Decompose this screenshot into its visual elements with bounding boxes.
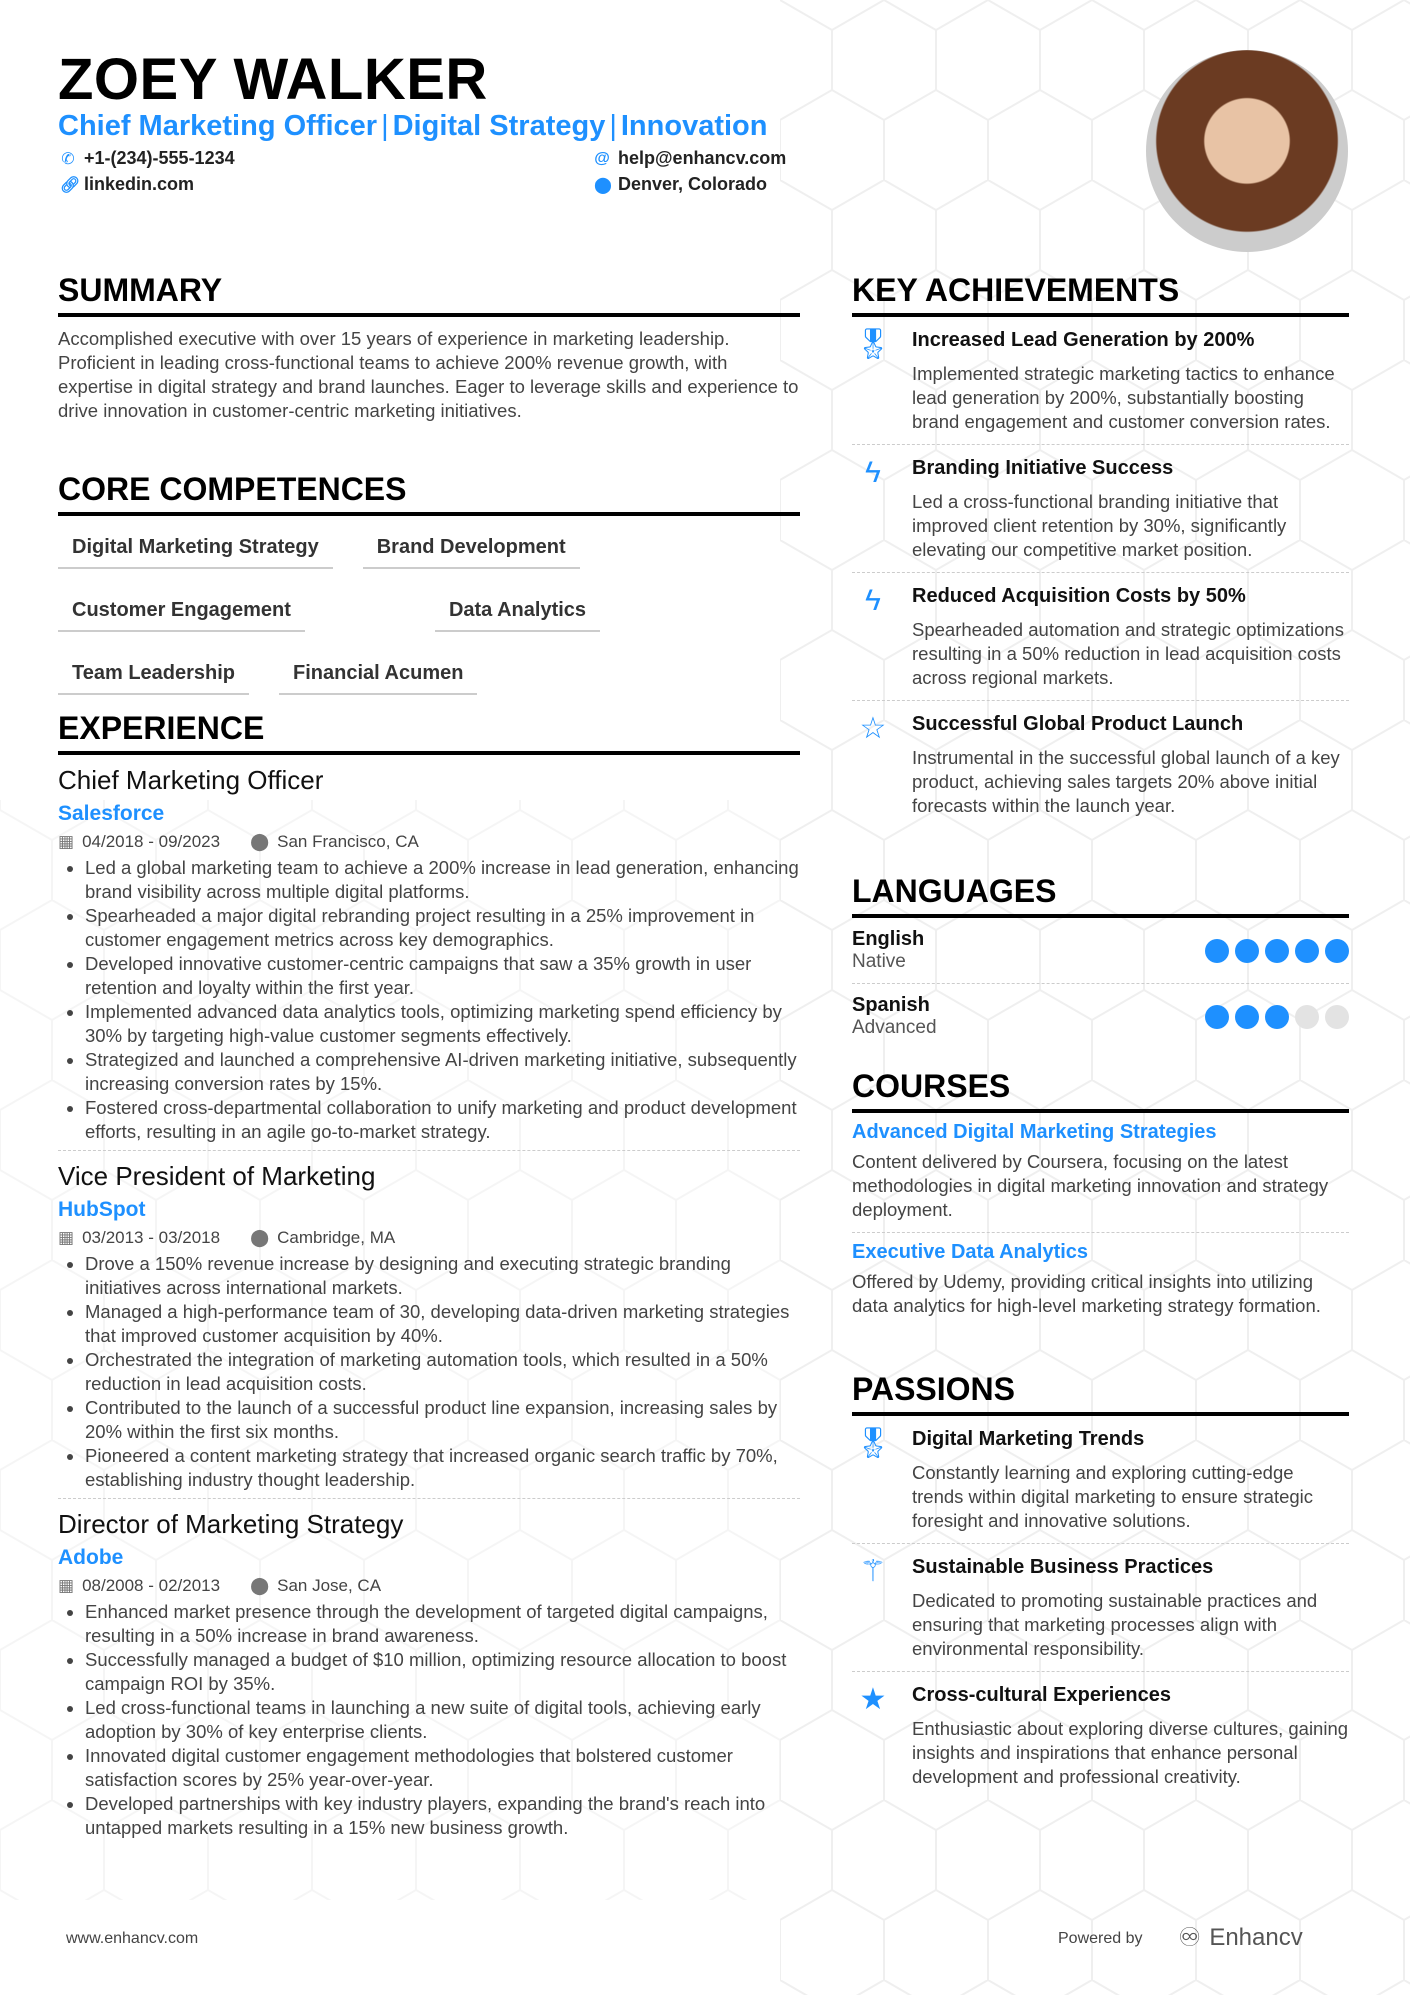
job-entry [58,765,800,1151]
phone-icon: ✆ [61,150,75,168]
competence-tag: Data Analytics [435,593,600,632]
dates-text: 08/2008 - 02/2013 [82,1576,221,1595]
passions-item [852,1672,1349,1799]
enhancv-logo[interactable] [1178,1922,1303,1953]
rating-dot [1295,939,1319,963]
location-pin-icon: ⬤ [250,1576,270,1595]
job-dates [58,832,220,852]
star-outline-icon: ☆ [859,712,887,745]
bullet-item: • Orchestrated the integration of marketing automation tools, which resulted in a 50% reduction in lead acquisition costs. [85,1348,800,1396]
calendar-icon: ▦ [58,1228,75,1247]
item-title: Cross-cultural Experiences [912,1684,1171,1706]
link-icon: 🔗︎ [60,176,81,194]
calendar-icon: ▦ [58,1576,75,1595]
email[interactable] [594,148,786,169]
job-entry [58,1161,800,1499]
language-item [852,984,1349,1049]
rating-dot [1295,1005,1319,1029]
website-text[interactable]: linkedin.com [84,174,195,194]
bullet-item: • Successfully managed a budget of $10 million, optimizing resource allocation to boost campaign ROI by 35%. [85,1648,800,1696]
section-heading: KEY ACHIEVEMENTS [852,272,1349,317]
experience-section [58,710,800,1846]
location-text: Denver, Colorado [618,174,768,194]
job-entry [58,1509,800,1846]
bullet-item: • Managed a high-performance team of 30, developing data-driven marketing strategies that improved customer acquisition by 40%. [85,1300,800,1348]
competences-section [58,471,800,695]
location-pin-icon: ⬤ [250,1228,270,1247]
phone-text: +1-(234)-555-1234 [84,148,235,168]
rating-dot [1205,1005,1229,1029]
section-heading: PASSIONS [852,1371,1349,1416]
lightning-icon: ϟ [865,584,881,617]
item-description: Constantly learning and exploring cutting-edge trends within digital marketing to ensure strategic foresight and innovative solutions. [912,1462,1314,1531]
candidate-name: ZOEY WALKER [58,47,488,112]
job-location [250,1228,395,1248]
award-ribbon-icon: 🎖︎ [853,1427,893,1460]
award-ribbon-icon: 🎖︎ [853,328,893,361]
location-pin-icon: ⬤ [250,832,270,851]
enhancv-logo-icon: ♾︎ [1178,1922,1202,1952]
item-description: Dedicated to promoting sustainable practices and ensuring that marketing processes align with environmental responsibility. [912,1590,1318,1659]
rating-dot [1235,1005,1259,1029]
bullet-item: • Enhanced market presence through the development of targeted digital campaigns, resulting in a 50% increase in brand awareness. [85,1600,800,1648]
item-description: Implemented strategic marketing tactics to enhance lead generation by 200%, substantially boosting brand engagement and customer conversion rates. [912,363,1335,432]
bullet-item: • Spearheaded a major digital rebranding project resulting in a 25% improvement in customer engagement metrics across key demographics. [85,904,800,952]
summary-section [58,272,800,423]
item-description: Instrumental in the successful global launch of a key product, achieving sales targets 20% above initial forecasts within the launch year. [912,747,1340,816]
magic-wand-icon: ⚚ [859,1555,887,1588]
course-item [852,1233,1349,1328]
bullet-item: • Fostered cross-departmental collaboration to unify marketing and product development efforts, resulting in an agile go-to-market strategy. [85,1096,800,1144]
bullet-item: • Pioneered a content marketing strategy that increased organic search traffic by 70%, establishing industry thought leadership. [85,1444,800,1492]
lightning-icon: ϟ [865,456,881,489]
location-pin-icon: ⬤ [594,176,612,194]
location-text: San Francisco, CA [277,832,419,851]
section-heading: CORE COMPETENCES [58,471,800,516]
dates-text: 04/2018 - 09/2023 [82,832,221,851]
job-dates [58,1228,220,1248]
section-heading: EXPERIENCE [58,710,800,755]
job-location [250,832,419,852]
separator: | [381,110,389,142]
competence-tag: Team Leadership [58,656,249,695]
job-bullets [58,856,800,1144]
website[interactable] [60,174,194,195]
headline-focus: Digital Strategy [392,110,606,142]
summary-text: Accomplished executive with over 15 years of experience in marketing leadership. Proficient in leading cross-functional teams to achieve 200% revenue growth, with expertise in digital strategy and brand launches. Eager to leverage skills and experience to drive innovation in customer-centric marketing initiatives. [58,328,799,421]
company-name[interactable]: Salesforce [58,802,165,825]
section-heading: LANGUAGES [852,873,1349,918]
bullet-item: • Led a global marketing team to achieve a 200% increase in lead generation, enhancing brand visibility across multiple digital platforms. [85,856,800,904]
item-title: Digital Marketing Trends [912,1428,1145,1450]
job-title: Director of Marketing Strategy [58,1509,404,1539]
rating-dot [1205,939,1229,963]
course-title[interactable]: Advanced Digital Marketing Strategies [852,1121,1217,1143]
language-level: Advanced [852,1017,937,1038]
competence-tag: Brand Development [363,530,580,569]
languages-section [852,873,1349,1049]
language-name: Spanish [852,994,930,1016]
competence-tag: Customer Engagement [58,593,305,632]
job-title: Vice President of Marketing [58,1161,376,1191]
bullet-item: • Developed partnerships with key industry players, expanding the brand's reach into untapped markets resulting in a 15% new business growth. [85,1792,800,1840]
item-title: Branding Initiative Success [912,457,1174,479]
rating-dot [1265,1005,1289,1029]
language-level: Native [852,951,906,972]
course-description: Offered by Udemy, providing critical insights into utilizing data analytics for high-level marketing strategy formation. [852,1271,1321,1316]
enhancv-logo-text: Enhancv [1209,1923,1303,1951]
courses-section [852,1068,1349,1328]
rating-dot [1325,939,1349,963]
item-description: Spearheaded automation and strategic optimizations resulting in a 50% reduction in lead acquisition costs across regional markets. [912,619,1344,688]
calendar-icon: ▦ [58,832,75,851]
at-icon: @ [594,149,610,167]
job-meta [58,1228,800,1248]
job-bullets [58,1252,800,1492]
item-title: Increased Lead Generation by 200% [912,329,1255,351]
competence-tag: Financial Acumen [279,656,477,695]
job-location [250,1576,381,1596]
rating-dot [1235,939,1259,963]
item-title: Sustainable Business Practices [912,1556,1214,1578]
achievements-item [852,701,1349,828]
rating-dot [1265,939,1289,963]
phone [60,148,235,169]
location-text: San Jose, CA [277,1576,382,1595]
bullet-item: • Drove a 150% revenue increase by designing and executing strategic branding initiatives across international markets. [85,1252,800,1300]
bullet-item: • Developed innovative customer-centric campaigns that saw a 35% growth in user retention and loyalty within the first year. [85,952,800,1000]
location [594,174,767,195]
headline-role: Chief Marketing Officer [58,110,378,142]
section-heading: SUMMARY [58,272,800,317]
job-title: Chief Marketing Officer [58,765,324,795]
headline [58,110,767,143]
company-name[interactable]: Adobe [58,1546,124,1569]
passions-item [852,1544,1349,1672]
course-item [852,1113,1349,1233]
headline-value: Innovation [620,110,768,142]
passions-item [852,1416,1349,1544]
bullet-item: • Strategized and launched a comprehensive AI-driven marketing initiative, subsequently increasing conversion rates by 15%. [85,1048,800,1096]
powered-by-label: Powered by [1058,1930,1143,1947]
bullet-item: • Implemented advanced data analytics tools, optimizing marketing spend efficiency by 30% by targeting high-value customer segments effectively. [85,1000,800,1048]
language-item [852,918,1349,984]
job-meta [58,832,800,852]
achievements-item [852,317,1349,445]
location-text: Cambridge, MA [277,1228,396,1247]
footer-website[interactable]: www.enhancv.com [66,1930,199,1947]
course-title[interactable]: Executive Data Analytics [852,1241,1089,1263]
item-title: Reduced Acquisition Costs by 50% [912,585,1246,607]
achievements-item [852,445,1349,573]
rating-dot [1325,1005,1349,1029]
dates-text: 03/2013 - 03/2018 [82,1228,221,1247]
item-title: Successful Global Product Launch [912,713,1244,735]
profile-photo [1146,50,1348,252]
achievements-section [852,272,1349,828]
competence-tag: Digital Marketing Strategy [58,530,333,569]
star-filled-icon: ★ [859,1683,887,1716]
item-description: Led a cross-functional branding initiative that improved client retention by 30%, significantly elevating our competitive market position. [912,491,1287,560]
section-heading: COURSES [852,1068,1349,1113]
company-name[interactable]: HubSpot [58,1198,146,1221]
bullet-item: • Innovated digital customer engagement methodologies that bolstered customer satisfaction scores by 25% year-over-year. [85,1744,800,1792]
job-dates [58,1576,220,1596]
bullet-item: • Contributed to the launch of a successful product line expansion, increasing sales by 20% within the first six months. [85,1396,800,1444]
course-description: Content delivered by Coursera, focusing on the latest methodologies in digital marketing innovation and strategy deployment. [852,1151,1329,1220]
competence-tags [58,530,800,695]
email-text[interactable]: help@enhancv.com [618,148,787,168]
bullet-item: • Led cross-functional teams in launching a new suite of digital tools, achieving early adoption by 30% of key enterprise clients. [85,1696,800,1744]
passions-section [852,1371,1349,1799]
job-meta [58,1576,800,1596]
language-rating [1205,939,1349,963]
item-description: Enthusiastic about exploring diverse cultures, gaining insights and inspirations that enhance personal development and professional creativity. [912,1718,1349,1787]
language-rating [1205,1005,1349,1029]
achievements-item [852,573,1349,701]
job-bullets [58,1600,800,1840]
language-name: English [852,928,925,950]
separator: | [609,110,617,142]
